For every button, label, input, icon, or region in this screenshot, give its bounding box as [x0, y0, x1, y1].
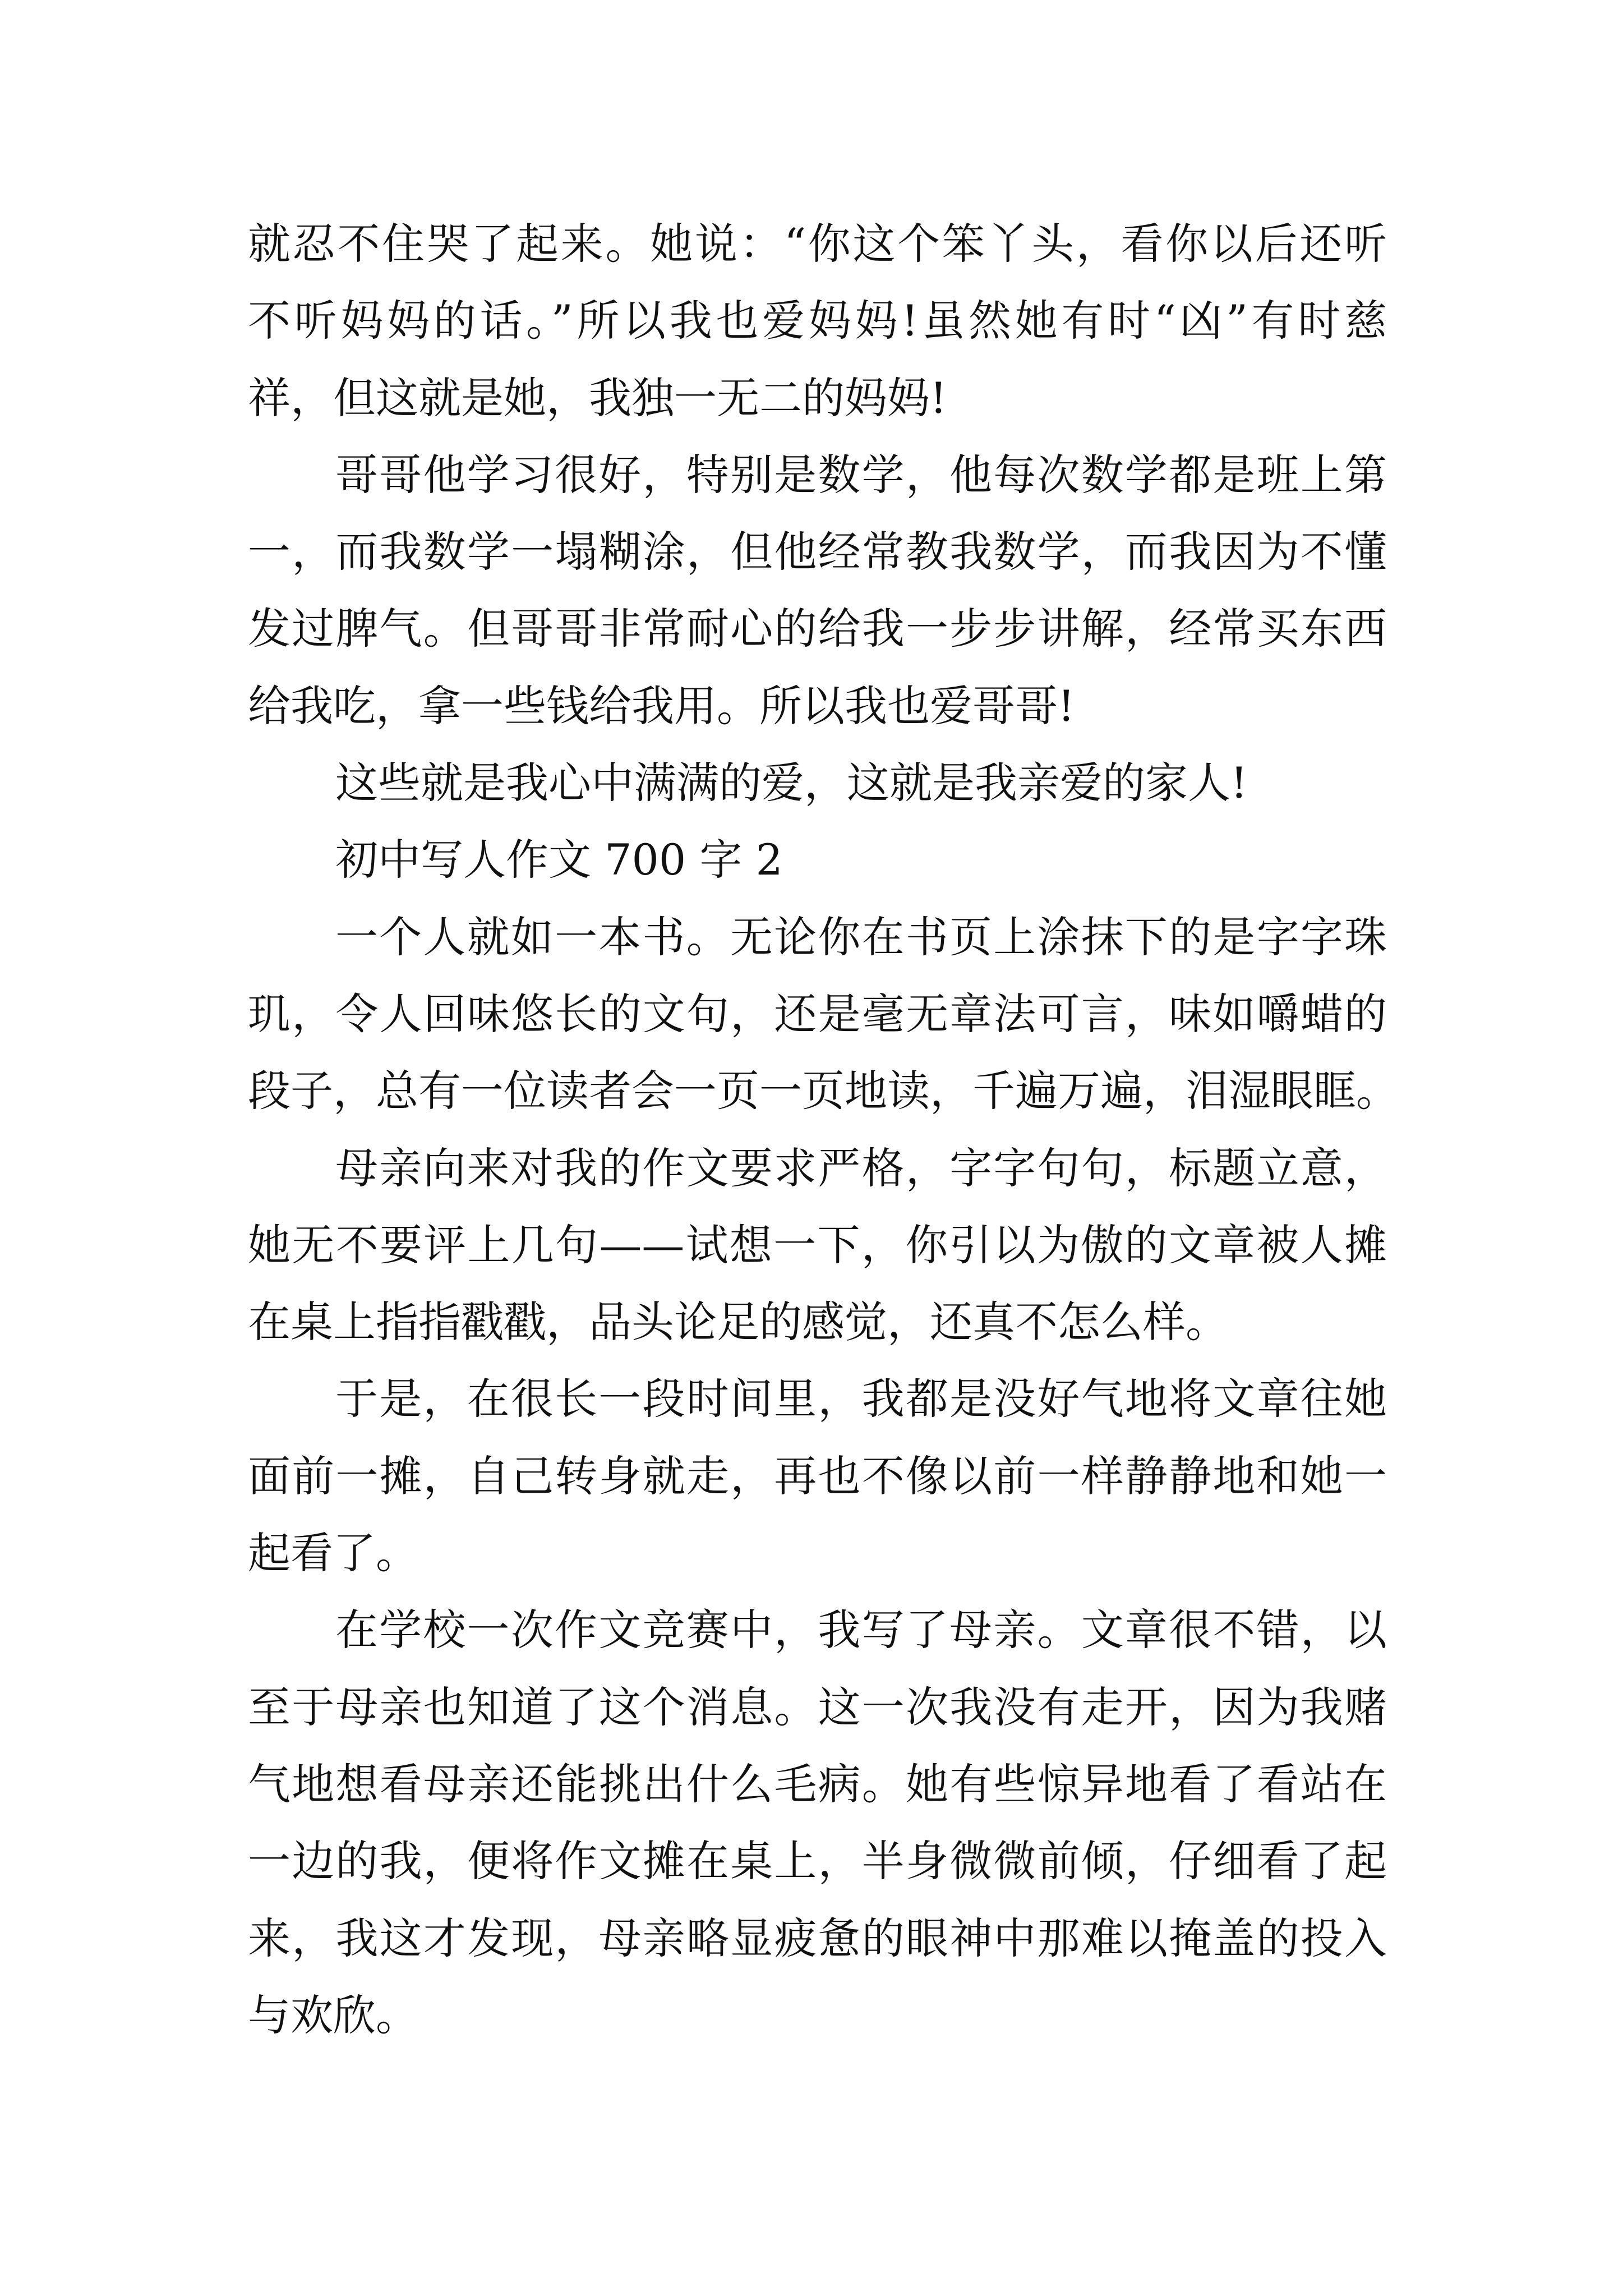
text-line: 一，而我数学一塌糊涂，但他经常教我数学，而我因为不懂 [248, 527, 1387, 577]
text-line: 一边的我，便将作文摊在桌上，半身微微前倾，仔细看了起 [248, 1836, 1387, 1887]
paragraph [248, 744, 1387, 821]
section-heading [248, 821, 1387, 898]
text-line: 气地想看母亲还能挑出什么毛病。她有些惊异地看了看站在 [248, 1759, 1387, 1809]
document-body [248, 205, 1399, 2054]
text-line: 面前一摊，自己转身就走，再也不像以前一样静静地和她一 [248, 1451, 1387, 1501]
text-line: 她无不要评上几句——试想一下，你引以为傲的文章被人摊 [248, 1220, 1387, 1270]
text-line: 哥哥他学习很好，特别是数学，他每次数学都是班上第 [335, 449, 1387, 500]
text-line: 给我吃，拿一些钱给我用。所以我也爱哥哥! [248, 680, 1075, 731]
paragraph [248, 205, 1387, 436]
paragraph [248, 436, 1387, 744]
paragraph [248, 1130, 1387, 1361]
text-line: 至于母亲也知道了这个消息。这一次我没有走开，因为我赌 [248, 1682, 1387, 1732]
paragraph [248, 1591, 1387, 2054]
text-line: 祥，但这就是她，我独一无二的妈妈! [248, 372, 947, 423]
section-heading-text: 初中写人作文 700 字 2 [335, 835, 783, 885]
text-line: 玑，令人回味悠长的文句，还是毫无章法可言，味如嚼蜡的 [248, 988, 1387, 1039]
text-line: 这些就是我心中满满的爱，这就是我亲爱的家人! [335, 758, 1248, 808]
text-line: 段子，总有一位读者会一页一页地读，千遍万遍，泪湿眼眶。 [248, 1066, 1399, 1116]
text-line: 在学校一次作文竞赛中，我写了母亲。文章很不错，以 [335, 1605, 1387, 1655]
paragraph [248, 899, 1399, 1130]
text-line: 与欢欣。 [248, 1990, 418, 2040]
text-line: 不听妈妈的话。”所以我也爱妈妈!虽然她有时“凶”有时慈 [248, 296, 1387, 346]
text-line: 来，我这才发现，母亲略显疲惫的眼神中那难以掩盖的投入 [248, 1913, 1387, 1963]
text-line: 起看了。 [248, 1528, 418, 1579]
text-line: 就忍不住哭了起来。她说：“你这个笨丫头，看你以后还听 [248, 219, 1387, 269]
text-line: 于是，在很长一段时间里，我都是没好气地将文章往她 [335, 1374, 1387, 1424]
text-line: 母亲向来对我的作文要求严格，字字句句，标题立意， [335, 1143, 1387, 1193]
text-line: 在桌上指指戳戳，品头论足的感觉，还真不怎么样。 [248, 1297, 1228, 1347]
text-line: 一个人就如一本书。无论你在书页上涂抹下的是字字珠 [335, 912, 1387, 962]
paragraph [248, 1360, 1387, 1591]
text-line: 发过脾气。但哥哥非常耐心的给我一步步讲解，经常买东西 [248, 604, 1387, 654]
